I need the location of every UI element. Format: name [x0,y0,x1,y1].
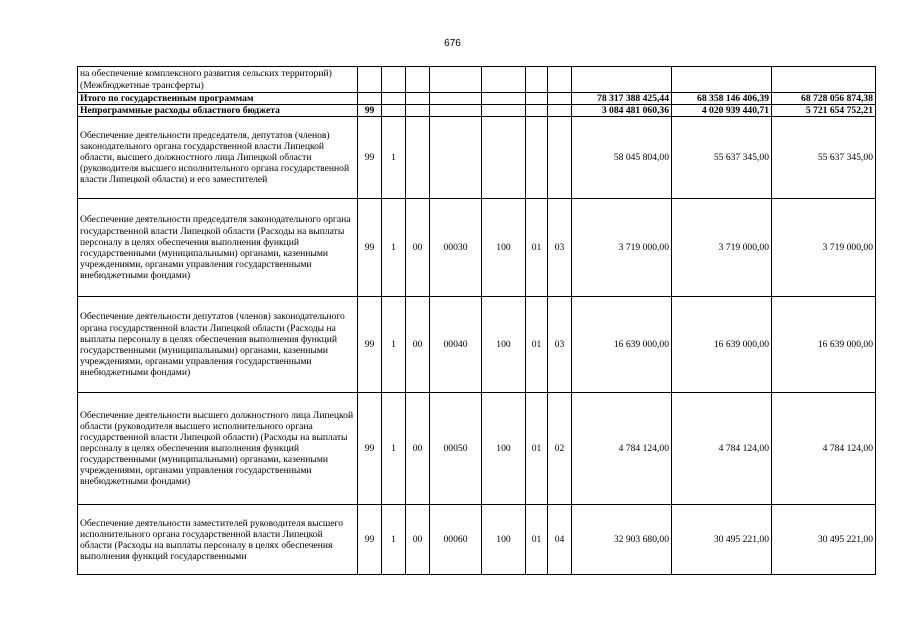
expense-type-code [482,105,526,117]
amount-year-1 [572,67,672,93]
table-row [78,67,876,93]
subprogram-code: 1 [382,505,406,575]
subsection-code: 03 [548,297,572,393]
amount-year-1: 4 784 124,00 [572,393,672,505]
row-description: Обеспечение деятельности председателя законодательного органа государственной власти Липецкой области (Расходы на выплаты персоналу в целях обеспечения выполнения функций государственными (муниципальными) органами, казенными учреждениями, органами управления государственными внебюджетными фондами) [78,199,358,297]
section-code: 01 [526,505,548,575]
subsection-code [548,117,572,199]
program-code: 99 [358,297,382,393]
amount-year-2 [672,67,772,93]
program-code [358,93,382,105]
amount-year-1: 3 719 000,00 [572,199,672,297]
section-code: 01 [526,393,548,505]
subsection-code [548,93,572,105]
expense-type-code [482,117,526,199]
section-code [526,117,548,199]
subprogram-code: 1 [382,393,406,505]
section-code [526,93,548,105]
direction-code: 00030 [430,199,482,297]
direction-code [430,93,482,105]
expense-type-code: 100 [482,393,526,505]
main-event-code: 00 [406,199,430,297]
table-row [78,199,876,297]
amount-year-2: 68 358 146 406,39 [672,93,772,105]
row-description: Непрограммные расходы областного бюджета [78,105,358,117]
direction-code [430,117,482,199]
subsection-code: 02 [548,393,572,505]
budget-table [77,66,876,575]
table-row [78,93,876,105]
row-description: Итого по государственным программам [78,93,358,105]
amount-year-1: 32 903 680,00 [572,505,672,575]
amount-year-2: 16 639 000,00 [672,297,772,393]
amount-year-1: 16 639 000,00 [572,297,672,393]
table-row [78,105,876,117]
expense-type-code: 100 [482,199,526,297]
direction-code [430,105,482,117]
program-code: 99 [358,393,382,505]
main-event-code [406,105,430,117]
program-code [358,67,382,93]
amount-year-3: 30 495 221,00 [772,505,876,575]
program-code: 99 [358,105,382,117]
amount-year-1: 3 084 481 060,36 [572,105,672,117]
amount-year-3: 55 637 345,00 [772,117,876,199]
table-row [78,117,876,199]
table-row [78,505,876,575]
amount-year-1: 78 317 388 425,44 [572,93,672,105]
program-code: 99 [358,505,382,575]
row-description: Обеспечение деятельности высшего должностного лица Липецкой области (руководителя высшего исполнительного органа государственной власти Липецкой области) (Расходы на выплаты персоналу в целях обеспечения выполнения функций государственными (муниципальными) органами, казенными учреждениями, органами управления государственными внебюджетными фондами) [78,393,358,505]
expense-type-code: 100 [482,297,526,393]
amount-year-3 [772,67,876,93]
row-description: Обеспечение деятельности заместителей руководителя высшего исполнительного органа государственной власти Липецкой области (Расходы на выплаты персоналу в целях обеспечения выполнения функций государственными [78,505,358,575]
amount-year-2: 30 495 221,00 [672,505,772,575]
section-code [526,67,548,93]
amount-year-1: 58 045 804,00 [572,117,672,199]
expense-type-code [482,67,526,93]
main-event-code [406,93,430,105]
row-description: на обеспечение комплексного развития сельских территорий) (Межбюджетные трансферты) [78,67,358,93]
row-description: Обеспечение деятельности председателя, депутатов (членов) законодательного органа государственной власти Липецкой области, высшего должностного лица Липецкой области (руководителя высшего исполнительного органа государственной власти Липецкой области) и его заместителей [78,117,358,199]
direction-code [430,67,482,93]
subsection-code [548,67,572,93]
expense-type-code: 100 [482,505,526,575]
program-code: 99 [358,117,382,199]
page-number: 676 [444,38,461,49]
main-event-code [406,67,430,93]
subsection-code: 03 [548,199,572,297]
direction-code: 00050 [430,393,482,505]
amount-year-2: 4 020 939 440,71 [672,105,772,117]
subprogram-code [382,67,406,93]
amount-year-2: 4 784 124,00 [672,393,772,505]
subprogram-code [382,105,406,117]
program-code: 99 [358,199,382,297]
amount-year-3: 5 721 654 752,21 [772,105,876,117]
amount-year-3: 16 639 000,00 [772,297,876,393]
subsection-code: 04 [548,505,572,575]
expense-type-code [482,93,526,105]
direction-code: 00040 [430,297,482,393]
main-event-code: 00 [406,297,430,393]
subprogram-code: 1 [382,297,406,393]
amount-year-2: 3 719 000,00 [672,199,772,297]
section-code: 01 [526,297,548,393]
table-row [78,297,876,393]
subprogram-code: 1 [382,117,406,199]
main-event-code [406,117,430,199]
subprogram-code: 1 [382,199,406,297]
section-code [526,105,548,117]
amount-year-3: 3 719 000,00 [772,199,876,297]
section-code: 01 [526,199,548,297]
amount-year-3: 4 784 124,00 [772,393,876,505]
subsection-code [548,105,572,117]
amount-year-2: 55 637 345,00 [672,117,772,199]
row-description: Обеспечение деятельности депутатов (членов) законодательного органа государственной власти Липецкой области (Расходы на выплаты персоналу в целях обеспечения выполнения функций государственными (муниципальными) органами, казенными учреждениями, органами управления государственными внебюджетными фондами) [78,297,358,393]
table-row [78,393,876,505]
direction-code: 00060 [430,505,482,575]
main-event-code: 00 [406,505,430,575]
main-event-code: 00 [406,393,430,505]
amount-year-3: 68 728 056 874,38 [772,93,876,105]
subprogram-code [382,93,406,105]
